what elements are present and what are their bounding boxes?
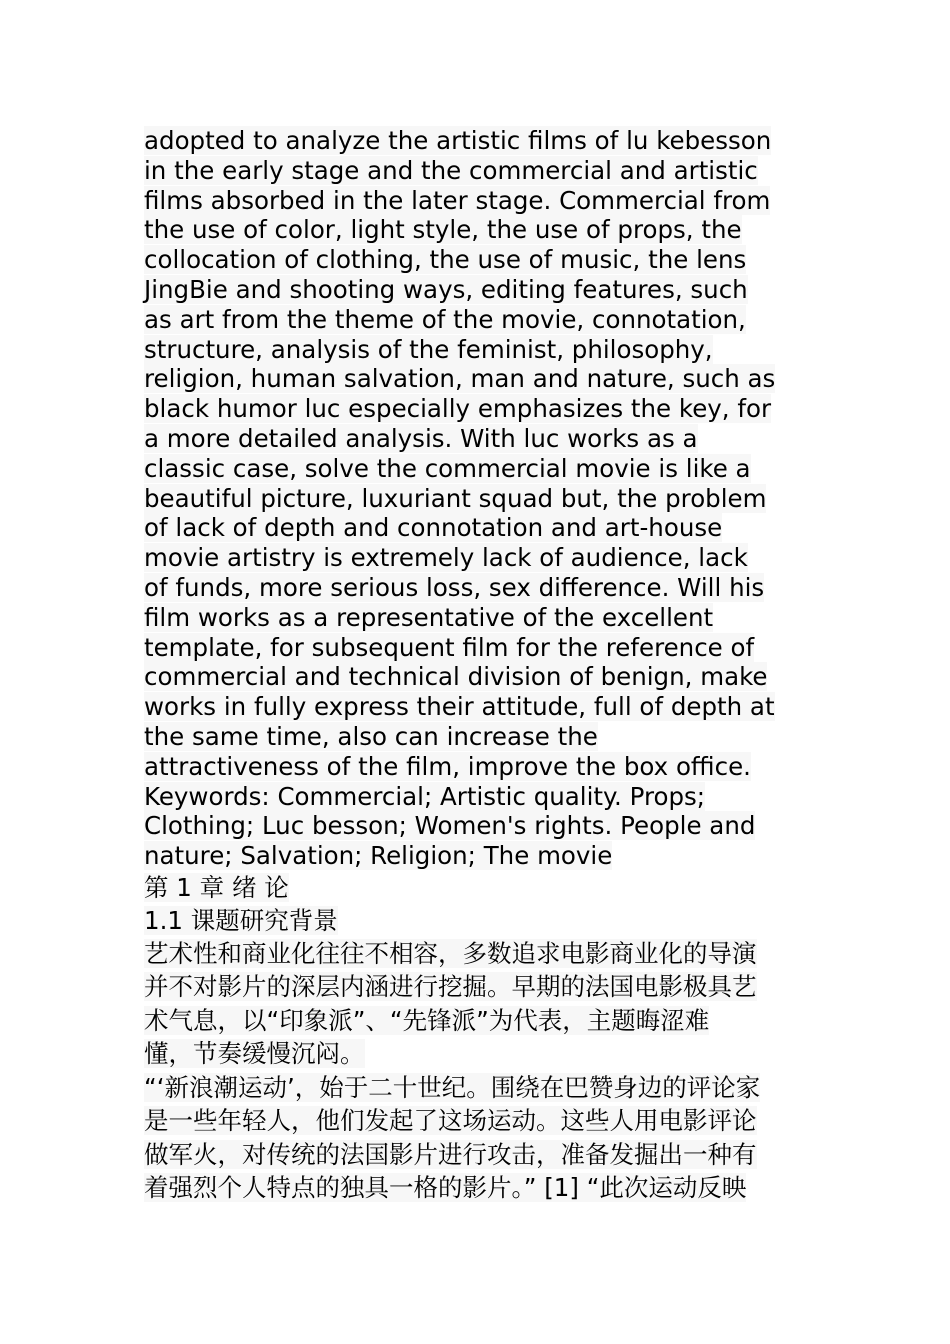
keywords-line: nature; Salvation; Religion; The movie: [144, 841, 613, 871]
paragraph-line: 做军火，对传统的法国影片进行攻击，准备发掘出一种有: [144, 1139, 757, 1169]
abstract-line: movie artistry is extremely lack of audience, lack: [144, 543, 748, 573]
abstract-line: of funds, more serious loss, sex difference. Will his: [144, 572, 765, 602]
paragraph-line: “‘新浪潮运动’，始于二十世纪。围绕在巴赞身边的评论家: [144, 1072, 761, 1102]
abstract-line: religion, human salvation, man and nature, such as: [144, 364, 776, 394]
paragraph-line: 是一些年轻人，他们发起了这场运动。这些人用电影评论: [144, 1106, 757, 1136]
abstract-english: [144, 126, 824, 871]
abstract-line: JingBie and shooting ways, editing features, such: [144, 274, 748, 304]
abstract-line: adopted to analyze the artistic films of lu kebesson: [144, 126, 772, 155]
document-body: [144, 126, 824, 1205]
paragraph-1: [144, 937, 824, 1071]
abstract-line: beautiful picture, luxuriant squad but, the problem: [144, 483, 767, 513]
abstract-line: as art from the theme of the movie, connotation,: [144, 304, 746, 334]
abstract-line: in the early stage and the commercial and artistic: [144, 155, 758, 185]
abstract-line: collocation of clothing, the use of music, the lens: [144, 245, 747, 275]
chapter-heading: 第 1 章 绪 论: [144, 872, 289, 902]
paragraph-2: [144, 1071, 824, 1205]
keywords-line: Clothing; Luc besson; Women's rights. People and: [144, 811, 756, 841]
abstract-line: the same time, also can increase the: [144, 721, 598, 751]
paragraph-line: 懂，节奏缓慢沉闷。: [144, 1039, 365, 1069]
abstract-line: works in fully express their attitude, full of depth at: [144, 692, 775, 722]
paragraph-line: 并不对影片的深层内涵进行挖掘。早期的法国电影极具艺: [144, 972, 757, 1002]
abstract-line: film works as a representative of the excellent: [144, 602, 714, 632]
keywords-line: Keywords: Commercial; Artistic quality. Props;: [144, 781, 706, 811]
paragraph-line: 着强烈个人特点的独具一格的影片。” [1] “此次运动反映: [144, 1173, 747, 1203]
abstract-line: structure, analysis of the feminist, philosophy,: [144, 334, 713, 364]
abstract-line: the use of color, light style, the use of props, the: [144, 215, 742, 245]
abstract-line: films absorbed in the later stage. Commercial from: [144, 185, 771, 215]
abstract-line: commercial and technical division of benign, make: [144, 662, 768, 692]
abstract-line: classic case, solve the commercial movie is like a: [144, 453, 751, 483]
abstract-line: black humor luc especially emphasizes the key, for: [144, 394, 772, 424]
section-heading: 1.1 课题研究背景: [144, 905, 338, 935]
paragraph-line: 术气息，以“印象派”、“先锋派”为代表，主题晦涩难: [144, 1005, 710, 1035]
abstract-line: of lack of depth and connotation and art-house: [144, 513, 723, 543]
paragraph-line: 艺术性和商业化往往不相容，多数追求电影商业化的导演: [144, 938, 757, 968]
abstract-line: a more detailed analysis. With luc works as a: [144, 423, 698, 453]
abstract-line: attractiveness of the film, improve the box office.: [144, 751, 751, 781]
abstract-line: template, for subsequent film for the reference of: [144, 632, 755, 662]
